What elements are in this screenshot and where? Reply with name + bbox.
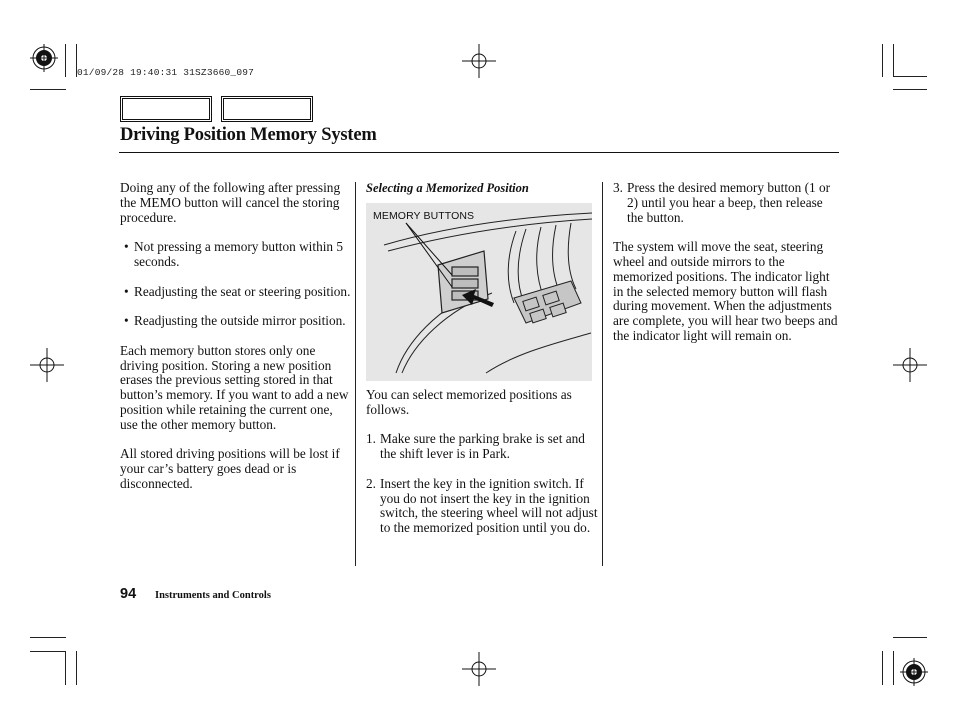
list-item: • Readjusting the seat or steering position. bbox=[124, 283, 351, 299]
crosshair-icon bbox=[462, 652, 496, 686]
middle-column bbox=[366, 388, 598, 551]
figure-label: MEMORY BUTTONS bbox=[373, 210, 475, 222]
memory-info-paragraph: Each memory button stores only one driving position. Storing a new position erases the previous setting stored in that button’s memory. If you want to add a new position while retaining the current one, use the other memory button. bbox=[120, 342, 349, 432]
crosshair-icon bbox=[30, 348, 64, 382]
column-divider bbox=[602, 182, 603, 566]
step-item: 2. Insert the key in the ignition switch. If you do not insert the key in the ignition switch, the steering wheel will not adjust to the memorized position until you do. bbox=[366, 475, 598, 536]
registration-target-icon bbox=[30, 44, 58, 72]
list-item: • Readjusting the outside mirror position. bbox=[124, 313, 346, 329]
page-title: Driving Position Memory System bbox=[120, 125, 377, 145]
system-move-paragraph: The system will move the seat, steering wheel and outside mirrors to the memorized positions. The indicator light in the selected memory button will flash during movement. When the adjustments are complete, you will hear two beeps and the indicator light will remain on. bbox=[613, 239, 838, 343]
left-column bbox=[120, 181, 352, 507]
registration-target-icon bbox=[900, 658, 928, 686]
select-intro: You can select memorized positions as follows. bbox=[366, 387, 572, 417]
nav-tab-box[interactable] bbox=[221, 96, 313, 122]
title-rule bbox=[119, 152, 839, 153]
figure-caption: Selecting a Memorized Position bbox=[366, 181, 529, 195]
battery-paragraph: All stored driving positions will be lost if your car’s battery goes dead or is disconnected. bbox=[120, 446, 340, 491]
door-panel-illustration bbox=[366, 203, 592, 381]
section-name: Instruments and Controls bbox=[155, 590, 271, 601]
column-divider bbox=[355, 182, 356, 566]
crosshair-icon bbox=[893, 348, 927, 382]
print-timestamp: 01/09/28 19:40:31 31SZ3660_097 bbox=[77, 67, 255, 78]
step-item: 3. Press the desired memory button (1 or 2) until you hear a beep, then release the button. bbox=[613, 180, 831, 225]
step-item: 1. Make sure the parking brake is set and the shift lever is in Park. bbox=[366, 431, 585, 462]
right-column bbox=[613, 181, 839, 359]
page-number: 94 bbox=[120, 586, 137, 602]
memory-buttons-figure bbox=[366, 203, 592, 381]
intro-paragraph: Doing any of the following after pressing the MEMO button will cancel the storing procedure. bbox=[120, 180, 341, 225]
crosshair-icon bbox=[462, 44, 496, 78]
list-item: • Not pressing a memory button within 5 seconds. bbox=[124, 239, 344, 269]
nav-tab-box[interactable] bbox=[120, 96, 212, 122]
